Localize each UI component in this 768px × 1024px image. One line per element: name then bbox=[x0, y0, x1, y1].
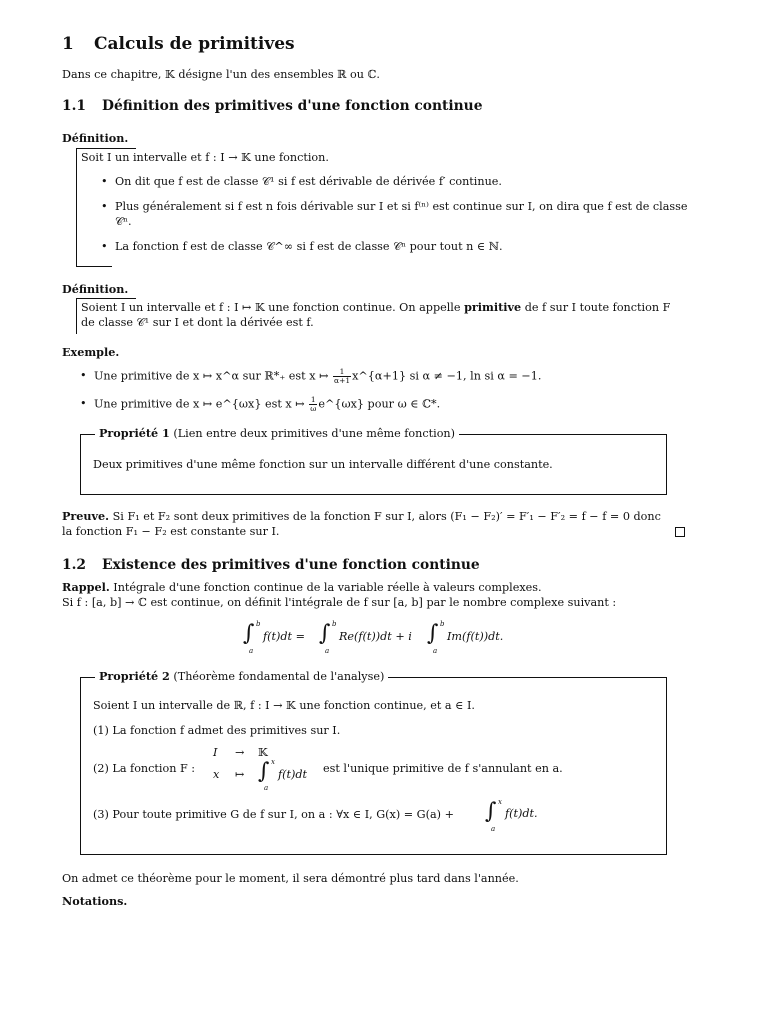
formula-part: f(t)dt. bbox=[505, 807, 538, 820]
item-3-integral bbox=[485, 796, 555, 836]
example-text: e^{ωx} pour ω ∈ ℂ*. bbox=[318, 397, 441, 411]
property-2-box bbox=[80, 669, 667, 855]
subsection-1-1-title bbox=[62, 98, 483, 114]
fraction-numerator: 1 bbox=[310, 395, 316, 404]
integral-sign: ∫ bbox=[258, 759, 270, 784]
definition-side-rule bbox=[76, 298, 77, 334]
subsection-title-text: Définition des primitives d'une fonction continue bbox=[102, 98, 483, 114]
fraction bbox=[333, 368, 351, 385]
fraction bbox=[309, 396, 317, 413]
intro-text: Dans ce chapitre, 𝕂 désigne l'un des ensembles ℝ ou ℂ. bbox=[62, 68, 380, 81]
integral-sign: ∫ bbox=[427, 621, 439, 646]
definition-bullet: • On dit que f est de classe 𝒞¹ si f est dérivable de dérivée f′ continue. bbox=[101, 174, 691, 189]
subsection-number: 1.1 bbox=[62, 98, 87, 114]
property-1-box bbox=[80, 426, 667, 495]
integral-lower-bound: a bbox=[325, 647, 330, 655]
rappel-label: Rappel. bbox=[62, 580, 110, 594]
formula-part: Im(f(t))dt. bbox=[447, 630, 504, 643]
map-codomain: 𝕂 bbox=[258, 746, 268, 759]
definition-side-rule bbox=[76, 148, 77, 266]
integral-upper-bound: b bbox=[440, 620, 445, 628]
property-subtitle: (Lien entre deux primitives d'une même fonction) bbox=[173, 427, 455, 440]
property-item-2-label: (2) La fonction F : bbox=[93, 762, 196, 775]
section-number: 1 bbox=[62, 34, 74, 54]
fraction-denominator: ω bbox=[310, 404, 317, 413]
subsection-1-2-title bbox=[62, 557, 480, 573]
map-arrow: → bbox=[235, 746, 245, 759]
integral-formula bbox=[243, 620, 543, 656]
property-lead: Soient I un intervalle de ℝ, f : I → 𝕂 une fonction continue, et a ∈ I. bbox=[93, 699, 475, 712]
integral-lower-bound: a bbox=[491, 825, 496, 833]
property-item-2-text: est l'unique primitive de f s'annulant en a. bbox=[323, 762, 563, 775]
property-label: Propriété 1 bbox=[99, 426, 170, 440]
property-title bbox=[95, 669, 388, 684]
proof-label: Preuve. bbox=[62, 509, 110, 523]
formula-part: Re(f(t))dt + i bbox=[339, 630, 412, 643]
integral-lower-bound: a bbox=[249, 647, 254, 655]
definition-text-part: Soient I un intervalle et f : I ↦ 𝕂 une fonction continue. On appelle bbox=[81, 301, 465, 314]
proof-line-2: la fonction F₁ − F₂ est constante sur I. bbox=[62, 525, 280, 538]
subsection-title-text: Existence des primitives d'une fonction continue bbox=[102, 557, 480, 573]
fraction-denominator: α+1 bbox=[334, 376, 351, 385]
example-label: Exemple. bbox=[62, 345, 120, 359]
rappel-text: Intégrale d'une fonction continue de la variable réelle à valeurs complexes. bbox=[113, 581, 542, 594]
example-bullet bbox=[80, 396, 690, 413]
map-image: f(t)dt bbox=[278, 768, 308, 781]
map-variable: x bbox=[213, 768, 220, 781]
proof-text: Si F₁ et F₂ sont deux primitives de la fonction F sur I, alors (F₁ − F₂)′ = F′₁ − F′₂ = f − f = 0 donc bbox=[112, 510, 661, 523]
definition-label: Définition. bbox=[62, 282, 129, 296]
notations-label: Notations. bbox=[62, 894, 128, 908]
section-title bbox=[62, 34, 295, 54]
section-title-text: Calculs de primitives bbox=[94, 34, 295, 54]
admission-text: On admet ce théorème pour le moment, il sera démontré plus tard dans l'année. bbox=[62, 872, 519, 885]
subsection-number: 1.2 bbox=[62, 557, 87, 573]
example-bullet-list bbox=[80, 368, 690, 413]
fraction-numerator: 1 bbox=[333, 368, 351, 377]
example-text: Une primitive de x ↦ x^α sur ℝ*₊ est x ↦ bbox=[94, 369, 332, 383]
map-arrow: ↦ bbox=[235, 768, 245, 781]
integral-upper-bound: b bbox=[256, 620, 261, 628]
integral-sign: ∫ bbox=[485, 799, 497, 824]
definition-bullet: • La fonction f est de classe 𝒞^∞ si f est de classe 𝒞ⁿ pour tout n ∈ ℕ. bbox=[101, 239, 691, 254]
property-subtitle: (Théorème fondamental de l'analyse) bbox=[173, 670, 385, 683]
integral-upper-bound: x bbox=[271, 758, 275, 766]
definition-bullet-list bbox=[101, 174, 691, 254]
property-title bbox=[95, 426, 459, 441]
function-map bbox=[209, 746, 329, 796]
formula-part: f(t)dt = bbox=[263, 630, 305, 643]
integral-sign: ∫ bbox=[243, 621, 255, 646]
property-label: Propriété 2 bbox=[99, 669, 170, 683]
definition-text-part: de f sur I toute fonction F de classe 𝒞¹ sur I et dont la dérivée est f. bbox=[81, 301, 671, 329]
definition-label: Définition. bbox=[62, 131, 129, 145]
rappel-line-2: Si f : [a, b] → ℂ est continue, on définit l'intégrale de f sur [a, b] par le nombre complexe suivant : bbox=[62, 596, 617, 609]
definition-keyword: primitive bbox=[464, 300, 522, 314]
qed-square-icon bbox=[675, 527, 685, 537]
map-domain: I bbox=[213, 746, 218, 759]
definition-top-rule bbox=[76, 298, 136, 299]
integral-upper-bound: x bbox=[498, 798, 502, 806]
integral-upper-bound: b bbox=[332, 620, 337, 628]
property-item-3-text: (3) Pour toute primitive G de f sur I, on a : ∀x ∈ I, G(x) = G(a) + bbox=[93, 808, 454, 821]
definition-lead: Soit I un intervalle et f : I → 𝕂 une fonction. bbox=[81, 151, 329, 164]
integral-lower-bound: a bbox=[433, 647, 438, 655]
rappel-line-1 bbox=[62, 580, 690, 595]
integral-sign: ∫ bbox=[319, 621, 331, 646]
property-item-1: (1) La fonction f admet des primitives sur I. bbox=[93, 724, 341, 737]
definition-bullet: • Plus généralement si f est n fois dérivable sur I et si f⁽ⁿ⁾ est continue sur I, on dira que f est de classe 𝒞ⁿ. bbox=[101, 199, 691, 229]
example-bullet bbox=[80, 368, 690, 385]
example-text: Une primitive de x ↦ e^{ωx} est x ↦ bbox=[94, 397, 309, 411]
property-text: Deux primitives d'une même fonction sur un intervalle différent d'une constante. bbox=[93, 458, 553, 471]
proof-line-1 bbox=[62, 509, 690, 524]
definition-bottom-rule bbox=[76, 266, 112, 267]
definition-top-rule bbox=[76, 148, 136, 149]
definition-text bbox=[81, 300, 687, 330]
integral-lower-bound: a bbox=[264, 784, 269, 792]
example-text: x^{α+1} si α ≠ −1, ln si α = −1. bbox=[352, 369, 542, 383]
